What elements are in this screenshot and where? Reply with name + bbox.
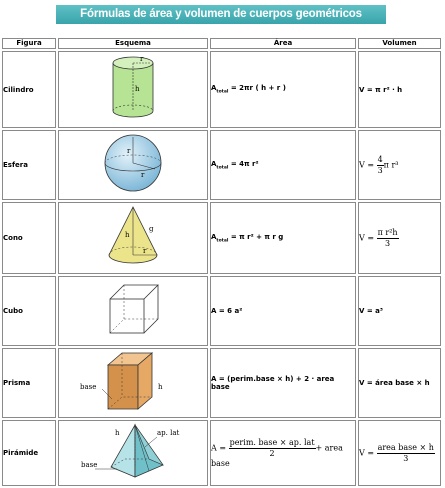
volume-formula: V = $\frac{4}{3}$ π r³	[358, 130, 441, 200]
pyramid-diagram	[58, 420, 208, 486]
prism-image	[78, 349, 188, 413]
figure-name: Cono	[2, 202, 56, 274]
label-r: r	[143, 247, 147, 255]
page-title: Fórmulas de área y volumen de cuerpos geométricos	[56, 5, 386, 24]
header-area: Área	[210, 38, 356, 49]
volume-formula: V = π r² · h	[358, 51, 441, 128]
volume-formula: V = área base × h	[358, 348, 441, 418]
table-row	[2, 130, 441, 200]
volume-formula: V = $\frac{\text{π r²h}}{3}$	[358, 202, 441, 274]
cylinder-diagram	[58, 51, 208, 128]
table-row	[2, 51, 441, 128]
header-esquema: Esquema	[58, 38, 208, 49]
header-row	[2, 38, 441, 49]
figure-name: Pirámide	[2, 420, 56, 486]
cone-image	[93, 203, 173, 269]
label-r: r	[127, 147, 131, 155]
label-h: h	[115, 429, 120, 437]
label-h: h	[125, 231, 130, 239]
header-figura: Figura	[2, 38, 56, 49]
pyramid-image	[73, 421, 193, 481]
label-h: h	[158, 383, 163, 391]
title-banner	[0, 0, 445, 30]
area-formula: $A_{total} = \pi$ r² + π r g	[210, 202, 356, 274]
volume-formula: V = $\frac{\text{area base × h}}{3}$	[358, 420, 441, 486]
table-row	[2, 276, 441, 346]
cone-diagram	[58, 202, 208, 274]
area-formula: $A_{total} = 2\pi r$ ( h + r )	[210, 51, 356, 128]
table-row	[2, 420, 441, 486]
table-row	[2, 348, 441, 418]
area-formula: $A_{total} = 4\pi$ r²	[210, 130, 356, 200]
header-volumen: Volumen	[358, 38, 441, 49]
volume-formula: V = a³	[358, 276, 441, 346]
label-base: base	[81, 461, 98, 469]
formulas-table	[0, 36, 443, 488]
figure-name: Cubo	[2, 276, 56, 346]
figure-name: Esfera	[2, 130, 56, 200]
area-formula: A = 6 a²	[210, 276, 356, 346]
label-r: r	[140, 54, 144, 63]
prism-diagram	[58, 348, 208, 418]
sphere-diagram	[58, 130, 208, 200]
area-formula: A = $\frac{\text{perim. base × ap. lat}}{2}$ + area base	[210, 420, 356, 486]
cube-image	[98, 279, 168, 339]
label-g: g	[149, 225, 154, 233]
area-formula: A = (perim.base × h) + 2 · area base	[210, 348, 356, 418]
label-h: h	[135, 84, 140, 93]
table-row	[2, 202, 441, 274]
label-base: base	[80, 383, 97, 391]
figure-name: Prisma	[2, 348, 56, 418]
sphere-image	[93, 131, 173, 195]
label-ap-lat: ap. lat	[157, 429, 180, 437]
cylinder-image	[93, 53, 173, 123]
figure-name: Cilindro	[2, 51, 56, 128]
label-r: r	[141, 171, 145, 179]
cube-diagram	[58, 276, 208, 346]
